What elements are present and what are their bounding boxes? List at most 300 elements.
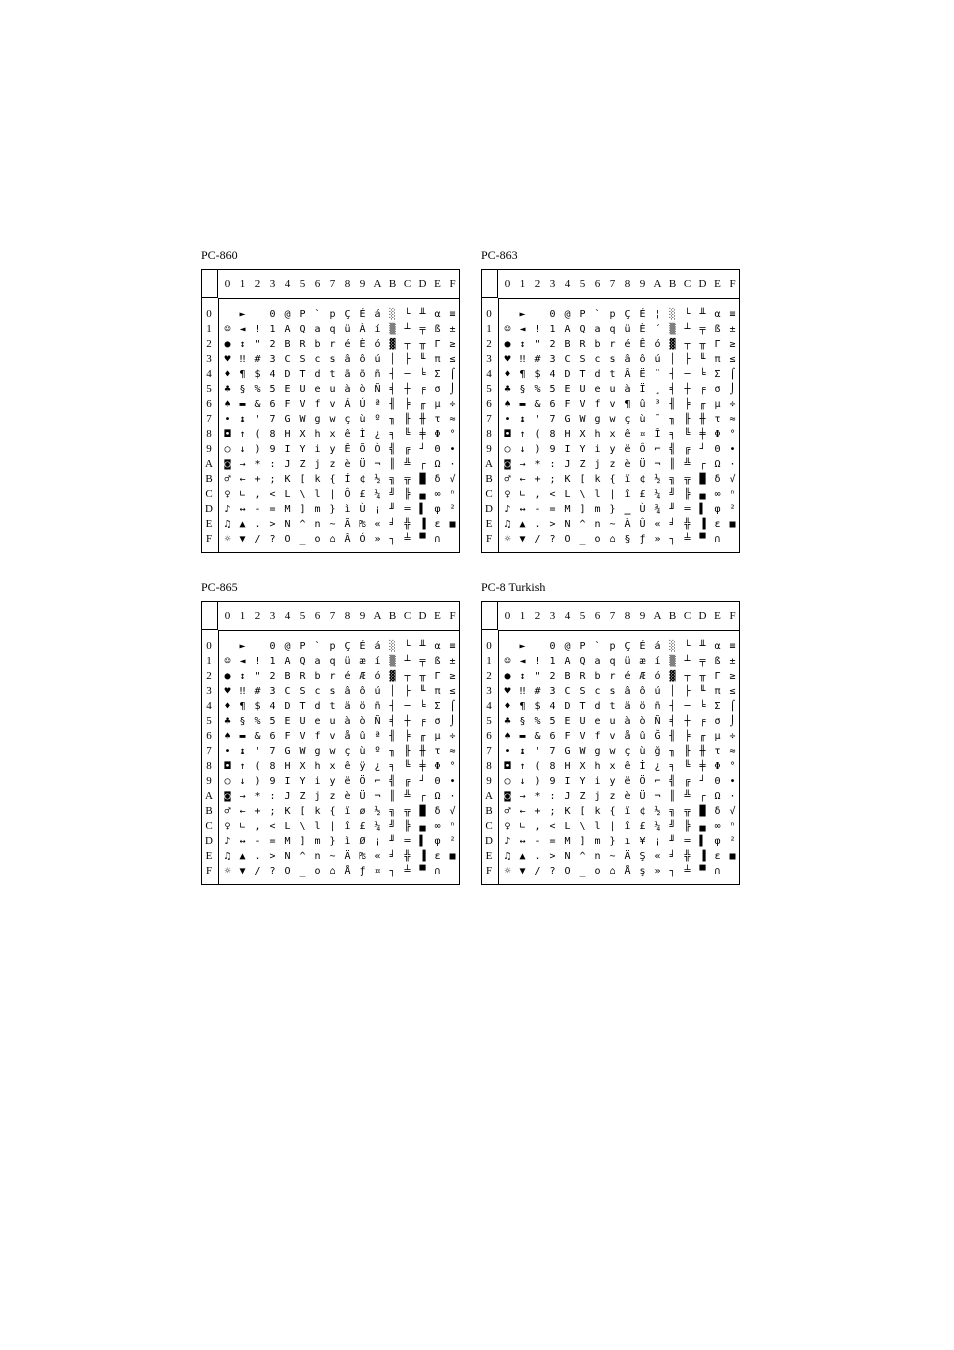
character-cell: , — [254, 489, 261, 500]
character-cell: ╬ — [684, 519, 691, 530]
row-header: 2 — [206, 670, 212, 682]
character-cell: - — [254, 836, 261, 847]
character-cell: ╫ — [699, 746, 706, 757]
row-header: F — [205, 533, 213, 545]
character-cell: ♦ — [224, 701, 231, 712]
character-cell: ) — [254, 776, 261, 787]
character-cell: ▐ — [419, 519, 426, 530]
character-cell: ß — [714, 324, 721, 335]
character-cell: ; — [269, 474, 276, 485]
character-cell: ▼ — [519, 534, 526, 545]
character-cell: ◙ — [504, 459, 511, 470]
character-cell: K — [564, 806, 571, 817]
character-cell: ╘ — [419, 701, 426, 712]
character-cell: ╜ — [669, 836, 676, 847]
character-cell: ▼ — [239, 866, 246, 877]
character-cell: O — [564, 534, 571, 545]
character-cell: ╒ — [699, 384, 706, 395]
character-cell: ñ — [374, 701, 381, 712]
character-cell: U — [299, 384, 306, 395]
character-cell: ♥ — [224, 354, 231, 365]
character-cell: ▲ — [239, 519, 246, 530]
character-cell: 0 — [549, 309, 556, 320]
character-cell: Ä — [344, 851, 351, 862]
character-cell: ' — [534, 414, 541, 425]
character-cell: $ — [254, 701, 261, 712]
character-cell: ═ — [404, 836, 411, 847]
character-cell — [530, 639, 545, 654]
character-cell: ─ — [684, 369, 691, 380]
character-cell: ò — [359, 384, 366, 395]
character-cell: ↓ — [239, 776, 246, 787]
character-cell: V — [299, 399, 306, 410]
row-header: 2 — [486, 338, 492, 350]
character-cell: ▀ — [699, 534, 706, 545]
character-cell: ┌ — [699, 459, 706, 470]
character-cell: t — [329, 701, 336, 712]
character-cell: σ — [434, 384, 441, 395]
character-cell: < — [549, 821, 556, 832]
column-header: B — [668, 278, 677, 290]
column-header: 1 — [239, 610, 246, 622]
character-cell: ♂ — [504, 474, 511, 485]
character-cell: Ö — [359, 776, 366, 787]
character-cell: ì — [344, 504, 351, 515]
row-header: B — [205, 473, 213, 485]
column-header: 3 — [269, 278, 276, 290]
character-cell: % — [534, 384, 541, 395]
character-cell: P — [579, 309, 586, 320]
code-page-title: PC-863 — [481, 248, 518, 262]
character-cell: J — [564, 459, 571, 470]
character-cell: τ — [714, 746, 721, 757]
character-cell: ☼ — [504, 866, 511, 877]
character-cell: ↑ — [519, 429, 526, 440]
character-table — [201, 601, 460, 885]
character-cell: • — [504, 746, 511, 757]
character-cell: ≈ — [729, 746, 736, 757]
character-cell: Z — [299, 459, 306, 470]
character-cell: └ — [404, 641, 411, 652]
character-cell: ± — [729, 324, 736, 335]
character-cell: É — [359, 309, 366, 320]
character-cell: ┘ — [419, 444, 426, 455]
character-cell: ╓ — [699, 399, 706, 410]
character-cell: Θ — [714, 776, 721, 787]
character-cell: Ê — [344, 444, 351, 455]
character-cell: Û — [639, 519, 646, 530]
character-cell: . — [534, 519, 541, 530]
character-cell: ² — [449, 836, 456, 847]
character-cell: ☺ — [224, 656, 231, 667]
character-cell: 4 — [549, 701, 556, 712]
character-cell — [725, 532, 740, 547]
character-cell: # — [254, 354, 261, 365]
character-cell: » — [654, 866, 661, 877]
character-cell: ↑ — [239, 429, 246, 440]
character-cell: ∙ — [729, 776, 736, 787]
character-cell: ╔ — [404, 444, 411, 455]
character-cell: ♂ — [224, 806, 231, 817]
character-cell: ¢ — [639, 474, 646, 485]
character-cell: B — [284, 339, 291, 350]
character-cell: ë — [344, 776, 351, 787]
character-cell: ε — [434, 519, 441, 530]
character-cell: _ — [299, 866, 306, 877]
character-cell: ╟ — [684, 414, 691, 425]
character-cell: ▀ — [419, 866, 426, 877]
character-cell: ╧ — [404, 534, 411, 545]
character-cell: Γ — [434, 671, 441, 682]
character-cell: j — [594, 791, 601, 802]
character-cell: ~ — [329, 519, 336, 530]
character-cell: 3 — [269, 354, 276, 365]
row-header: 7 — [486, 745, 492, 757]
character-cell: ₧ — [359, 519, 366, 530]
character-cell: · — [449, 459, 456, 470]
character-cell: ┴ — [404, 324, 411, 335]
character-cell: ╬ — [404, 519, 411, 530]
character-cell: ± — [449, 656, 456, 667]
character-cell: 2 — [549, 339, 556, 350]
character-cell: ⁿ — [449, 489, 456, 500]
character-cell: G — [564, 746, 571, 757]
character-cell: Ì — [359, 429, 366, 440]
row-header: B — [485, 473, 493, 485]
character-cell: " — [254, 339, 261, 350]
character-cell: φ — [434, 504, 441, 515]
character-cell: ╝ — [669, 489, 676, 500]
character-cell: Î — [654, 429, 661, 440]
character-cell: ╣ — [389, 444, 396, 455]
character-cell: ├ — [684, 354, 691, 365]
character-cell: 0 — [549, 641, 556, 652]
character-cell: Y — [579, 776, 586, 787]
character-cell: ╝ — [389, 489, 396, 500]
character-cell: ╠ — [404, 821, 411, 832]
character-cell: • — [224, 414, 231, 425]
column-header: E — [714, 610, 721, 622]
character-cell: ú — [374, 686, 381, 697]
character-cell: Σ — [714, 369, 721, 380]
character-cell: õ — [359, 369, 366, 380]
character-cell: └ — [684, 309, 691, 320]
character-cell: ∩ — [434, 866, 441, 877]
character-cell: ╟ — [404, 414, 411, 425]
character-cell: B — [564, 671, 571, 682]
character-cell: ↨ — [519, 414, 526, 425]
row-header: 4 — [486, 700, 492, 712]
character-cell: ╚ — [684, 429, 691, 440]
character-cell: ┘ — [699, 444, 706, 455]
character-cell: ↕ — [239, 671, 246, 682]
character-cell: ♥ — [504, 354, 511, 365]
character-cell: g — [594, 414, 601, 425]
character-cell: ◙ — [224, 459, 231, 470]
character-cell: ♣ — [504, 384, 511, 395]
character-cell: ▐ — [699, 851, 706, 862]
character-cell: s — [609, 686, 616, 697]
character-cell: ║ — [669, 791, 676, 802]
character-cell: » — [654, 534, 661, 545]
character-cell: G — [284, 414, 291, 425]
row-header: 1 — [206, 655, 212, 667]
character-cell: Φ — [434, 429, 441, 440]
character-cell: ¿ — [374, 761, 381, 772]
character-cell: ! — [534, 656, 541, 667]
character-cell: ÷ — [449, 399, 456, 410]
character-cell: f — [314, 731, 321, 742]
character-cell: - — [534, 504, 541, 515]
character-cell — [220, 639, 235, 654]
character-cell: ┬ — [684, 339, 691, 350]
character-cell: ╔ — [684, 444, 691, 455]
row-header: 9 — [486, 443, 492, 455]
character-cell: ═ — [404, 504, 411, 515]
character-cell: π — [714, 354, 721, 365]
character-cell: È — [639, 324, 646, 335]
character-cell: ╤ — [419, 656, 426, 667]
character-cell: w — [609, 746, 616, 757]
character-cell: ∩ — [714, 534, 721, 545]
character-cell: ↔ — [519, 504, 526, 515]
character-cell: ` — [314, 641, 321, 652]
character-cell: Θ — [714, 444, 721, 455]
character-cell: = — [269, 836, 276, 847]
column-header: 2 — [534, 610, 541, 622]
character-cell: ╚ — [684, 761, 691, 772]
character-cell: ╫ — [699, 414, 706, 425]
character-cell: V — [299, 731, 306, 742]
character-cell: ≈ — [449, 746, 456, 757]
character-cell: L — [564, 489, 571, 500]
character-cell: Ù — [359, 504, 366, 515]
character-cell: 4 — [269, 369, 276, 380]
character-cell: ╪ — [699, 429, 706, 440]
character-cell: ⌡ — [729, 384, 736, 395]
character-cell: ≡ — [729, 641, 736, 652]
character-cell: i — [314, 776, 321, 787]
character-cell — [445, 864, 460, 879]
character-cell: ë — [624, 444, 631, 455]
character-cell: Ù — [639, 504, 646, 515]
character-cell: Ç — [624, 641, 631, 652]
character-cell: z — [609, 791, 616, 802]
column-header: 6 — [314, 610, 321, 622]
character-cell: m — [594, 504, 601, 515]
character-cell: ¼ — [374, 489, 381, 500]
character-cell: ⌠ — [729, 701, 736, 712]
character-cell: Í — [344, 474, 351, 485]
character-cell: ╙ — [699, 354, 706, 365]
character-cell: % — [534, 716, 541, 727]
character-cell: ♫ — [224, 851, 231, 862]
character-cell: ô — [639, 686, 646, 697]
character-cell: ╪ — [419, 761, 426, 772]
character-cell: Θ — [434, 776, 441, 787]
character-cell: ▓ — [669, 339, 676, 350]
character-cell: X — [579, 761, 586, 772]
character-cell: º — [374, 746, 381, 757]
character-cell: └ — [684, 641, 691, 652]
character-cell: 6 — [549, 731, 556, 742]
character-cell: ┐ — [669, 534, 676, 545]
character-cell: i — [594, 444, 601, 455]
character-cell: ┬ — [684, 671, 691, 682]
character-cell: ╥ — [419, 671, 426, 682]
character-cell: √ — [449, 474, 456, 485]
character-cell: | — [609, 489, 616, 500]
character-cell: & — [534, 731, 541, 742]
character-cell: d — [594, 369, 601, 380]
character-cell: h — [314, 761, 321, 772]
character-cell: J — [284, 459, 291, 470]
character-cell: / — [254, 534, 261, 545]
character-cell: ↕ — [519, 671, 526, 682]
character-cell: § — [239, 716, 246, 727]
character-cell: ╤ — [699, 324, 706, 335]
character-cell: ╞ — [404, 731, 411, 742]
character-cell — [250, 307, 265, 322]
column-header: 1 — [239, 278, 246, 290]
character-cell: 9 — [549, 776, 556, 787]
character-cell: ╩ — [684, 459, 691, 470]
character-cell: ↨ — [239, 746, 246, 757]
character-cell: ▬ — [239, 399, 246, 410]
character-cell: 0 — [269, 641, 276, 652]
character-cell: e — [314, 716, 321, 727]
row-header: 3 — [486, 353, 492, 365]
character-cell: V — [579, 731, 586, 742]
character-cell: ◙ — [224, 791, 231, 802]
character-cell: ` — [594, 309, 601, 320]
character-cell: N — [564, 519, 571, 530]
character-cell: s — [329, 686, 336, 697]
character-cell: ▲ — [239, 851, 246, 862]
character-cell: j — [314, 791, 321, 802]
character-cell: _ — [299, 534, 306, 545]
character-cell: ● — [224, 671, 231, 682]
character-cell: @ — [564, 309, 571, 320]
column-header: 0 — [224, 610, 231, 622]
row-header: D — [205, 835, 213, 847]
character-cell: q — [329, 324, 336, 335]
character-cell: ☼ — [224, 534, 231, 545]
character-cell: ± — [729, 656, 736, 667]
character-cell: p — [329, 641, 336, 652]
character-cell: < — [549, 489, 556, 500]
character-cell: █ — [419, 474, 426, 485]
character-cell: │ — [669, 686, 676, 697]
character-cell: Φ — [434, 761, 441, 772]
row-header: E — [205, 850, 213, 862]
character-cell: x — [329, 761, 336, 772]
character-cell: C — [284, 354, 291, 365]
row-header: A — [205, 790, 213, 802]
character-cell: ≥ — [449, 339, 456, 350]
character-cell: U — [579, 716, 586, 727]
character-cell: ╘ — [419, 369, 426, 380]
character-cell: ∞ — [714, 821, 721, 832]
character-cell: z — [329, 459, 336, 470]
row-header: B — [205, 805, 213, 817]
character-cell: u — [329, 716, 336, 727]
character-cell: ? — [549, 866, 556, 877]
character-cell: ⌐ — [654, 444, 661, 455]
character-cell: ç — [624, 746, 631, 757]
character-cell: ∞ — [434, 489, 441, 500]
character-cell: # — [534, 686, 541, 697]
character-cell: ê — [344, 429, 351, 440]
character-cell: ▄ — [699, 489, 706, 500]
character-cell — [530, 307, 545, 322]
character-cell: 7 — [269, 746, 276, 757]
character-cell: ¿ — [374, 429, 381, 440]
character-cell: ú — [654, 354, 661, 365]
character-cell: · — [729, 791, 736, 802]
row-header: 0 — [486, 308, 492, 320]
character-cell: ╓ — [419, 399, 426, 410]
column-header: C — [403, 278, 412, 290]
character-cell: K — [564, 474, 571, 485]
character-cell: ² — [729, 836, 736, 847]
character-cell: M — [564, 504, 571, 515]
character-cell: 1 — [549, 656, 556, 667]
column-header: 7 — [609, 610, 616, 622]
character-cell: | — [329, 489, 336, 500]
character-cell: ╚ — [404, 761, 411, 772]
character-cell: ? — [549, 534, 556, 545]
character-cell: w — [329, 414, 336, 425]
character-cell: ⌂ — [329, 534, 336, 545]
character-cell: n — [314, 851, 321, 862]
character-cell: g — [314, 414, 321, 425]
character-cell: ª — [374, 731, 381, 742]
character-cell: ¶ — [519, 369, 526, 380]
character-cell: Φ — [714, 761, 721, 772]
character-cell: ╙ — [419, 354, 426, 365]
row-header: A — [485, 790, 493, 802]
character-cell: ↔ — [239, 504, 246, 515]
character-cell: ç — [344, 414, 351, 425]
character-cell: ¡ — [374, 504, 381, 515]
character-cell: ♥ — [504, 686, 511, 697]
character-cell: h — [594, 429, 601, 440]
character-cell: ( — [534, 761, 541, 772]
character-cell: ▒ — [389, 324, 396, 335]
character-cell: V — [579, 399, 586, 410]
character-cell: B — [564, 339, 571, 350]
character-cell: ½ — [374, 474, 381, 485]
character-cell: r — [609, 671, 616, 682]
character-cell: ╟ — [404, 746, 411, 757]
character-cell: N — [564, 851, 571, 862]
character-cell: Σ — [714, 701, 721, 712]
character-cell: ■ — [449, 519, 456, 530]
character-cell: E — [284, 384, 291, 395]
character-cell: ; — [269, 806, 276, 817]
character-cell: f — [594, 399, 601, 410]
character-cell: ♪ — [504, 504, 511, 515]
character-cell: r — [329, 339, 336, 350]
character-cell: ± — [449, 324, 456, 335]
character-cell: C — [564, 686, 571, 697]
character-cell: § — [519, 716, 526, 727]
character-cell: 3 — [269, 686, 276, 697]
character-cell: ► — [239, 641, 246, 652]
character-cell: a — [314, 324, 321, 335]
character-cell: ╜ — [389, 836, 396, 847]
